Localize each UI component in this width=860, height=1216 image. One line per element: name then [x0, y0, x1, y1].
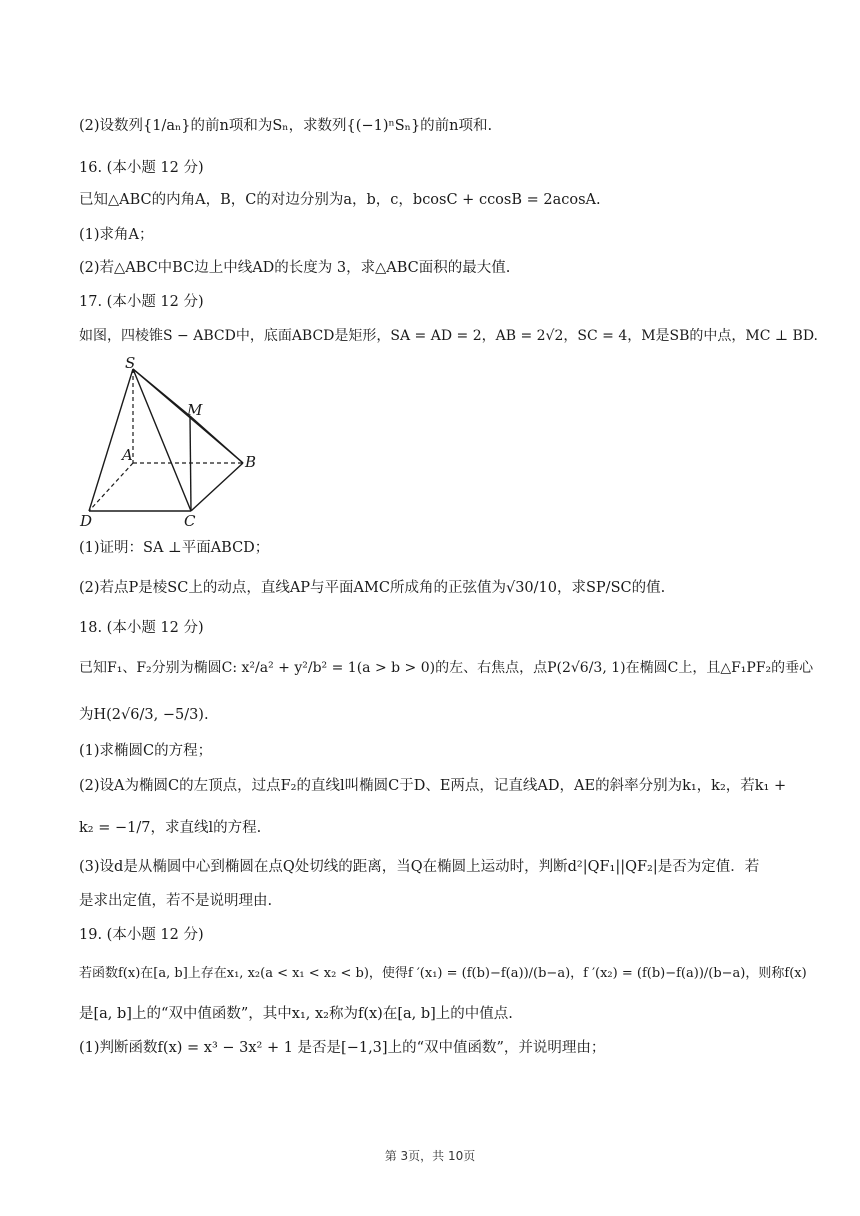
- problem-19-part-1: (1)判断函数f(x) = x³ − 3x² + 1 是否是[−1,3]上的“双中值函数”，并说明理由；: [79, 1040, 606, 1056]
- problem-16-part-1: (1)求角A；: [79, 227, 154, 243]
- vertex-label-s: S: [125, 354, 136, 372]
- problem-17-heading: 17. (本小题 12 分): [79, 294, 204, 310]
- problem-19-heading: 19. (本小题 12 分): [79, 927, 204, 943]
- problem-16-heading: 16. (本小题 12 分): [79, 160, 204, 176]
- pyramid-figure: [74, 352, 274, 530]
- problem-15-part-2: (2)设数列{1/aₙ}的前n项和为Sₙ，求数列{(−1)ⁿSₙ}的前n项和.: [79, 118, 493, 134]
- problem-19-statement-cont: 是[a, b]上的“双中值函数”，其中x₁, x₂称为f(x)在[a, b]上的中值点.: [79, 1006, 513, 1022]
- problem-17-part-1: (1)证明：SA ⊥平面ABCD；: [79, 540, 270, 556]
- problem-19-statement: 若函数f(x)在[a, b]上存在x₁, x₂(a < x₁ < x₂ < b)，使得f ′(x₁) = (f(b)−f(a))/(b−a)，f ′(x₂) = (f(b)−f(a))/(b−a)，则称f(x): [79, 966, 807, 981]
- problem-16-statement: 已知△ABC的内角A，B，C的对边分别为a，b，c，bcosC + ccosB = 2acosA.: [79, 192, 601, 208]
- vertex-label-c: C: [184, 512, 196, 530]
- problem-18-part-3: (3)设d是从椭圆中心到椭圆在点Q处切线的距离，当Q在椭圆上运动时，判断d²|QF₁||QF₂|是否为定值．若: [79, 859, 760, 875]
- problem-18-part-1: (1)求椭圆C的方程；: [79, 743, 213, 759]
- vertex-label-a: A: [122, 446, 133, 464]
- problem-18-part-2-cont: k₂ = −1/7，求直线l的方程.: [79, 820, 262, 836]
- vertex-label-d: D: [80, 512, 93, 530]
- vertex-label-m: M: [187, 401, 203, 419]
- problem-18-part-3-cont: 是求出定值，若不是说明理由.: [79, 893, 273, 909]
- problem-17-part-2: (2)若点P是棱SC上的动点，直线AP与平面AMC所成角的正弦值为√30/10，求SP/SC的值.: [79, 580, 666, 596]
- problem-16-part-2: (2)若△ABC中BC边上中线AD的长度为 3，求△ABC面积的最大值.: [79, 260, 511, 276]
- page-footer: 第 3页，共 10页: [384, 1149, 476, 1163]
- problem-18-statement: 已知F₁、F₂分别为椭圆C: x²/a² + y²/b² = 1(a > b > 0)的左、右焦点，点P(2√6/3, 1)在椭圆C上，且△F₁PF₂的垂心: [79, 660, 814, 676]
- problem-18-statement-cont: 为H(2√6/3, −5/3).: [79, 707, 209, 723]
- problem-17-statement: 如图，四棱锥S − ABCD中，底面ABCD是矩形，SA = AD = 2，AB = 2√2，SC = 4，M是SB的中点，MC ⊥ BD.: [79, 328, 819, 344]
- problem-18-heading: 18. (本小题 12 分): [79, 620, 204, 636]
- problem-18-part-2: (2)设A为椭圆C的左顶点，过点F₂的直线l叫椭圆C于D、E两点，记直线AD，AE的斜率分别为k₁，k₂，若k₁ +: [79, 778, 787, 794]
- vertex-label-b: B: [245, 453, 257, 471]
